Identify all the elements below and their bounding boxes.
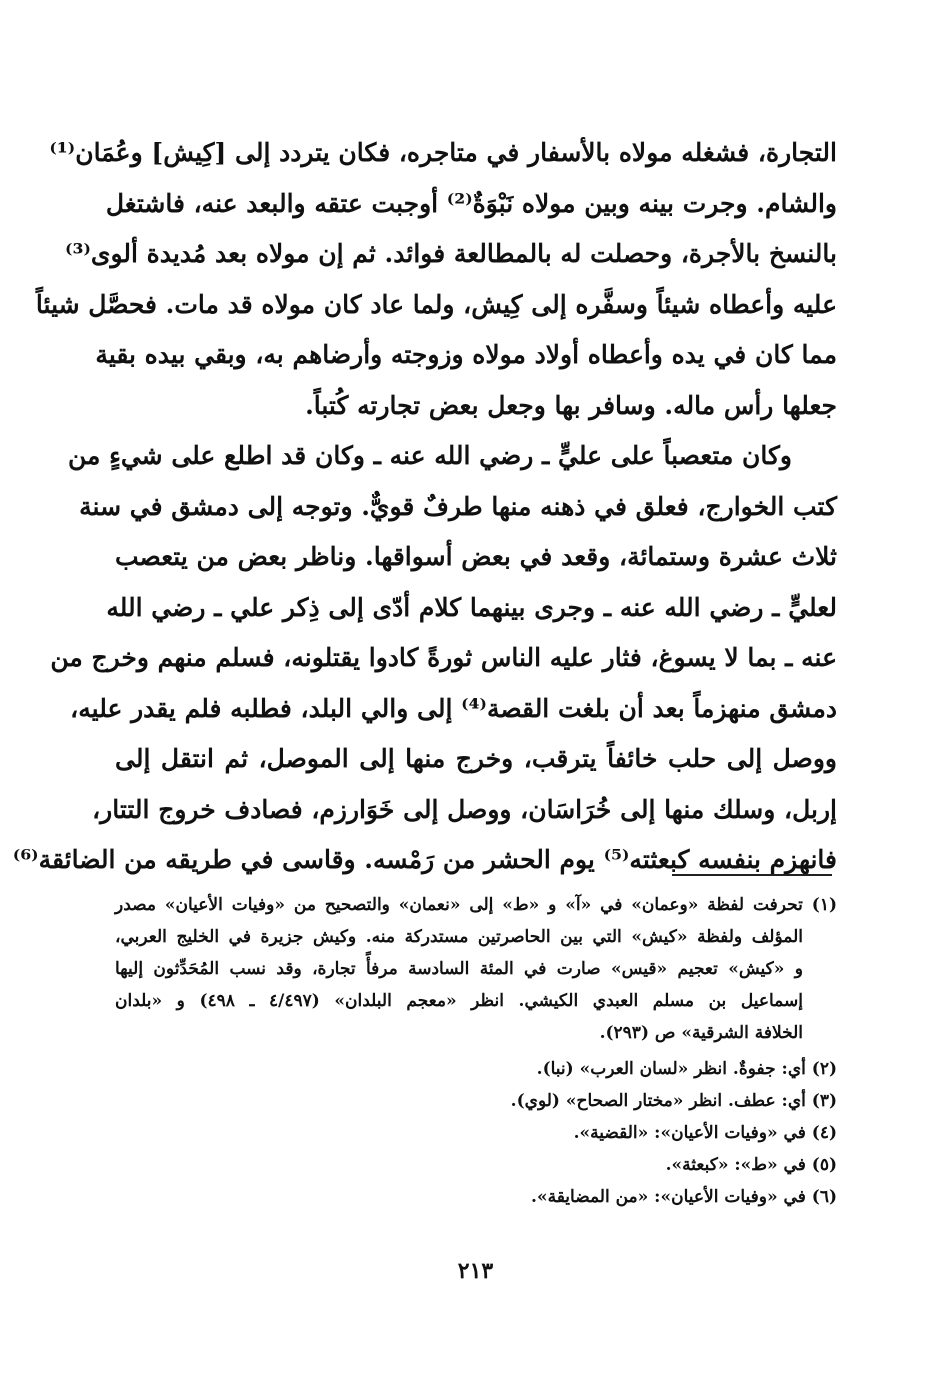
footnote-line: و «كيش» تعجيم «قيس» صارت في المئة السادسة مرفأً تجارة، وقد نسب المُحَدِّثون إليها bbox=[115, 959, 803, 979]
text-line: لعليٍّ ـ رضي الله عنه ـ وجرى بينهما كلام أدّى إلى ذِكر علي ـ رضي الله bbox=[106, 592, 837, 622]
footnote-3: (٣) أي: عطف. انظر «مختار الصحاح» (لوي). bbox=[510, 1091, 837, 1111]
text-line: جعلها رأس ماله. وسافر بها وجعل بعض تجارته كُتباً. bbox=[305, 390, 837, 420]
text-line: عنه ـ بما لا يسوغ، فثار عليه الناس ثورةً كادوا يقتلونه، فسلم منهم وخرج من bbox=[50, 643, 837, 672]
footnotes bbox=[115, 889, 837, 1213]
text-line: دمشق منهزماً بعد أن بلغت القصة⁽⁴⁾ إلى والي البلد، فطلبه فلم يقدر عليه، bbox=[70, 693, 837, 723]
footnote-4: (٤) في «وفيات الأعيان»: «القضية». bbox=[573, 1123, 837, 1143]
text-line: مما كان في يده وأعطاه أولاد مولاه وزوجته وأرضاهم به، وبقي بيده بقية bbox=[95, 340, 837, 369]
text-line: فانهزم بنفسه كبعثته⁽⁵⁾ يوم الحشر من رَمْسه. وقاسى في طريقه من الضائقة⁽⁶⁾ bbox=[12, 845, 837, 874]
footnote-line: إسماعيل بن مسلم العبدي الكيشي. انظر «معجم البلدان» (٤/٤٩٧ ـ ٤٩٨) و «بلدان bbox=[115, 991, 803, 1011]
footnote-line: المؤلف ولفظة «كيش» التي بين الحاصرتين مستدركة منه. وكيش جزيرة في الخليج العربي، bbox=[115, 927, 803, 947]
text-line: وكان متعصباً على عليٍّ ـ رضي الله عنه ـ وكان قد اطلع على شيءٍ من bbox=[67, 441, 792, 470]
footnote-line: (١) تحرفت لفظة «وعمان» في «آ» و «ط» إلى «نعمان» والتصحيح من «وفيات الأعيان» مصدر bbox=[115, 895, 837, 915]
text-line: ثلاث عشرة وستمائة، وقعد في بعض أسواقها. وناظر بعض من يتعصب bbox=[114, 542, 837, 571]
text-line: عليه وأعطاه شيئاً وسفَّره إلى كِيش، ولما عاد كان مولاه قد مات. فحصَّل شيئاً bbox=[35, 289, 837, 319]
main-text bbox=[12, 128, 837, 886]
footnote-5: (٥) في «ط»: «كبعثة». bbox=[665, 1155, 837, 1175]
text-line: التجارة، فشغله مولاه بالأسفار في متاجره، فكان يتردد إلى [كِيش] وعُمَان⁽¹⁾ bbox=[49, 138, 837, 167]
footnote-separator bbox=[672, 874, 832, 876]
footnote-6: (٦) في «وفيات الأعيان»: «من المضايقة». bbox=[531, 1187, 837, 1207]
footnote-2: (٢) أي: جفوةٌ. انظر «لسان العرب» (نبا). bbox=[536, 1059, 837, 1079]
footnote-1 bbox=[115, 889, 837, 1049]
text-line: كتب الخوارج، فعلق في ذهنه منها طرفٌ قويٌّ. وتوجه إلى دمشق في سنة bbox=[79, 491, 837, 521]
text-line: ووصل إلى حلب خائفاً يترقب، وخرج منها إلى الموصل، ثم انتقل إلى bbox=[115, 744, 837, 773]
text-line: والشام. وجرت بينه وبين مولاه نَبْوَةٌ⁽²⁾ أوجبت عتقه والبعد عنه، فاشتغل bbox=[105, 188, 837, 218]
page-number: ٢١٣ bbox=[457, 1258, 494, 1284]
text-line: إربل، وسلك منها إلى خُرَاسَان، ووصل إلى خَوَارزم، فصادف خروج التتار، bbox=[92, 794, 837, 824]
footnote-line: الخلافة الشرقية» ص (٢٩٣). bbox=[599, 1023, 803, 1043]
text-line: بالنسخ بالأجرة، وحصلت له بالمطالعة فوائد. ثم إن مولاه بعد مُديدة ألوى⁽³⁾ bbox=[65, 239, 837, 268]
